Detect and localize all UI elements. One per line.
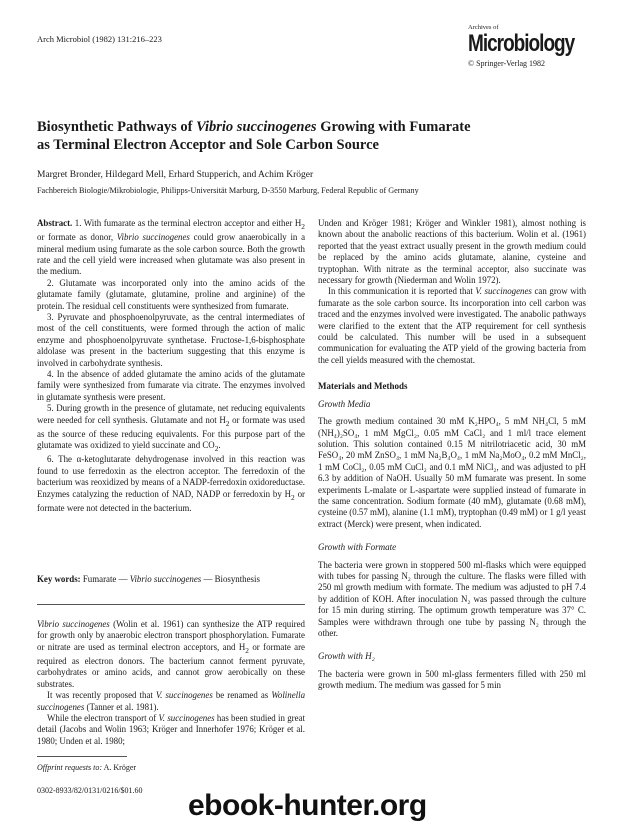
watermark: ebook-hunter.org — [188, 789, 427, 822]
methods-heading: Materials and Methods — [318, 381, 408, 392]
journal-logo-name: Microbiology — [468, 30, 575, 57]
article-title: Biosynthetic Pathways of Vibrio succinogenes Growing with Fumarate as Terminal Electron Acceptor and Sole Carbon Source — [37, 119, 471, 153]
keywords: Key words: Fumarate — Vibrio succinogenes — Biosynthesis — [37, 574, 260, 584]
affiliation: Fachbereich Biologie/Mikrobiologie, Philipps-Universität Marburg, D-3550 Marburg, Federal Republic of Germany — [37, 186, 419, 195]
h2-heading: Growth with H₂ — [318, 651, 375, 662]
title-species: Vibrio succinogenes — [196, 119, 317, 135]
introduction — [37, 619, 305, 747]
footnote-divider — [37, 756, 127, 757]
intro-p3: While the electron transport of V. succinogenes has been studied in great detail (Jacobs and Wolin 1963; Kröger and Innerhofer 1976; Kröger et al. 1980; Unden et al. 1980; — [37, 713, 305, 746]
author-list: Margret Bronder, Hildegard Mell, Erhard Stupperich, and Achim Kröger — [37, 170, 314, 180]
abstract-label: Abstract. — [37, 218, 73, 228]
abstract-p5: 5. During growth in the presence of glutamate, net reducing equivalents were needed for cell synthesis. Glutamate and not $H_2$ or formate was used as the source of these reducing equivalents. For this purpose part of the glutamate was oxidized to yield succinate and $CO_2$. — [37, 403, 305, 454]
abstract — [37, 218, 305, 514]
abstract-p4: 4. In the absence of added glutamate the amino acids of the glutamate family were synthesized from fumarate via citrate. The enzymes involved in glutamate synthesis were present. — [37, 369, 305, 402]
right-p2: In this communication it is reported that V. succinogenes can grow with fumarate as the sole carbon source. Its incorporation into cell carbon was traced and the enzymes involved were investigated. The anabolic pathways were clarified to the extent that the ATP requirement for cell synthesis could be calculated. This number will be used in a subsequent communication for evaluating the ATP yield of the growing bacteria from the cell yields measured with the chemostat. — [318, 286, 587, 365]
growth-media-heading: Growth Media — [318, 398, 371, 409]
h2-paragraph: The bacteria were grown in 500 ml-glass fermenters filled with 250 ml growth medium. The medium was gassed for 5 min — [318, 668, 586, 691]
abstract-p3: 3. Pyruvate and phosphoenolpyruvate, as the central intermediates of most of the cell constituents, were formed through the action of malic enzyme and phosphoenolpyruvate synthetase. Fructose-1,6-bisphosphate aldolase was present in the bacterium suggesting that this enzyme is involved in carbohydrate synthesis. — [37, 312, 305, 368]
formate-paragraph: The bacteria were grown in stoppered 500 ml-flasks which were equipped with tubes for passing N₂ through the culture. The flasks were filled with 250 ml growth medium with formate. The medium was adjusted to pH 7.4 by addition of KOH. After inoculation N₂ was passed through the culture for 15 min during stirring. The optimum growth temperature was 37° C. Samples were withdrawn through one tube by passing N₂ through the other. — [318, 559, 586, 638]
abstract-p6: 6. The α-ketoglutarate dehydrogenase involved in this reaction was found to use ferredoxin as the electron acceptor. The ferredoxin of the bacterium was reoxidized by means of a NADP-ferredoxin oxidoreductase. Enzymes catalyzing the reduction of NAD, NADP or ferredoxin by $H_2$ or formate were not detected in the bacterium. — [37, 454, 305, 513]
right-column — [318, 218, 586, 692]
abstract-p1: Abstract. 1. With fumarate as the terminal electron acceptor and either $H_2$ or formate as donor, Vibrio succinogenes could grow anaerobically in a mineral medium using fumarate as the sole carbon source. Both the growth rate and the cell yield were increased when glutamate was also present in the medium. — [37, 218, 306, 277]
intro-p1: Vibrio succinogenes (Wolin et al. 1961) can synthesize the ATP required for growth only by anaerobic electron transport phosphorylation. Fumarate or nitrate are used as terminal electron acceptors, and $H_2$ or formate are required as electron donors. The bacterium cannot ferment pyruvate, carbohydrates or amino acids, and cannot grow aerobically on these substrates. — [37, 619, 305, 689]
section-divider — [37, 604, 305, 605]
journal-logo — [468, 24, 580, 68]
intro-p2: It was recently proposed that V. succinogenes be renamed as Wolinella succinogenes (Tanner et al. 1981). — [37, 690, 306, 712]
issn-line: 0302-8933/82/0131/0216/$01.60 — [37, 786, 143, 795]
formate-heading: Growth with Formate — [318, 542, 397, 553]
abstract-p2: 2. Glutamate was incorporated only into the amino acids of the glutamate family (glutamate, glutamine, proline and arginine) of the protein. The residual cell constituents were synthesized from fumarate. — [37, 277, 305, 311]
offprint-footnote: Offprint requests to: A. Kröger — [37, 763, 137, 772]
copyright-notice: © Springer-Verlag 1982 — [468, 59, 546, 68]
right-p1: Unden and Kröger 1981; Kröger and Winkler 1981), almost nothing is known about the anabolic reactions of this bacterium. Wolin et al. (1961) reported that the yeast extract usually present in the growth medium could be replaced by the amino acids glutamate, alanine, cysteine and tryptophan. With nitrate as the terminal acceptor, also succinate was necessary for growth (Niederman and Wolin 1972). — [318, 218, 586, 286]
media-paragraph: The growth medium contained 30 mM K₂HPO₄, 5 mM NH₄Cl, 5 mM (NH₄)₂SO₄, 1 mM MgCl₂, 0.05 mM CaCl₂ and 1 ml/l trace element solution. This solution contained 0.15 M nitrilotriacetic acid, 30 mM FeSO₄, 20 mM ZnSO₄, 1 mM Na₂B₄O₄, 1 mM Na₂MoO₄, 0.2 mM MnCl₂, 1 mM CoCl₂, 0.05 mM CuCl₂ and 0.1 mM NiCl₂, and was adjusted to pH 6.3 by addition of NaOH. Usually 50 mM fumarate was present. In some experiments L-malate or L-aspartate were supplied instead of fumarate in the same concentration. Sodium formate (40 mM), glutamate (0.68 mM), cysteine (0.57 mM), alanine (1.1 mM), tryptophan (0.49 mM) or 1 g/l yeast extract (Merck) were present, when indicated. — [318, 416, 586, 529]
journal-logo-prefix: Archives of — [468, 24, 499, 31]
keywords-label: Key words: — [37, 574, 81, 584]
journal-citation: Arch Microbiol (1982) 131:216–223 — [37, 34, 162, 44]
